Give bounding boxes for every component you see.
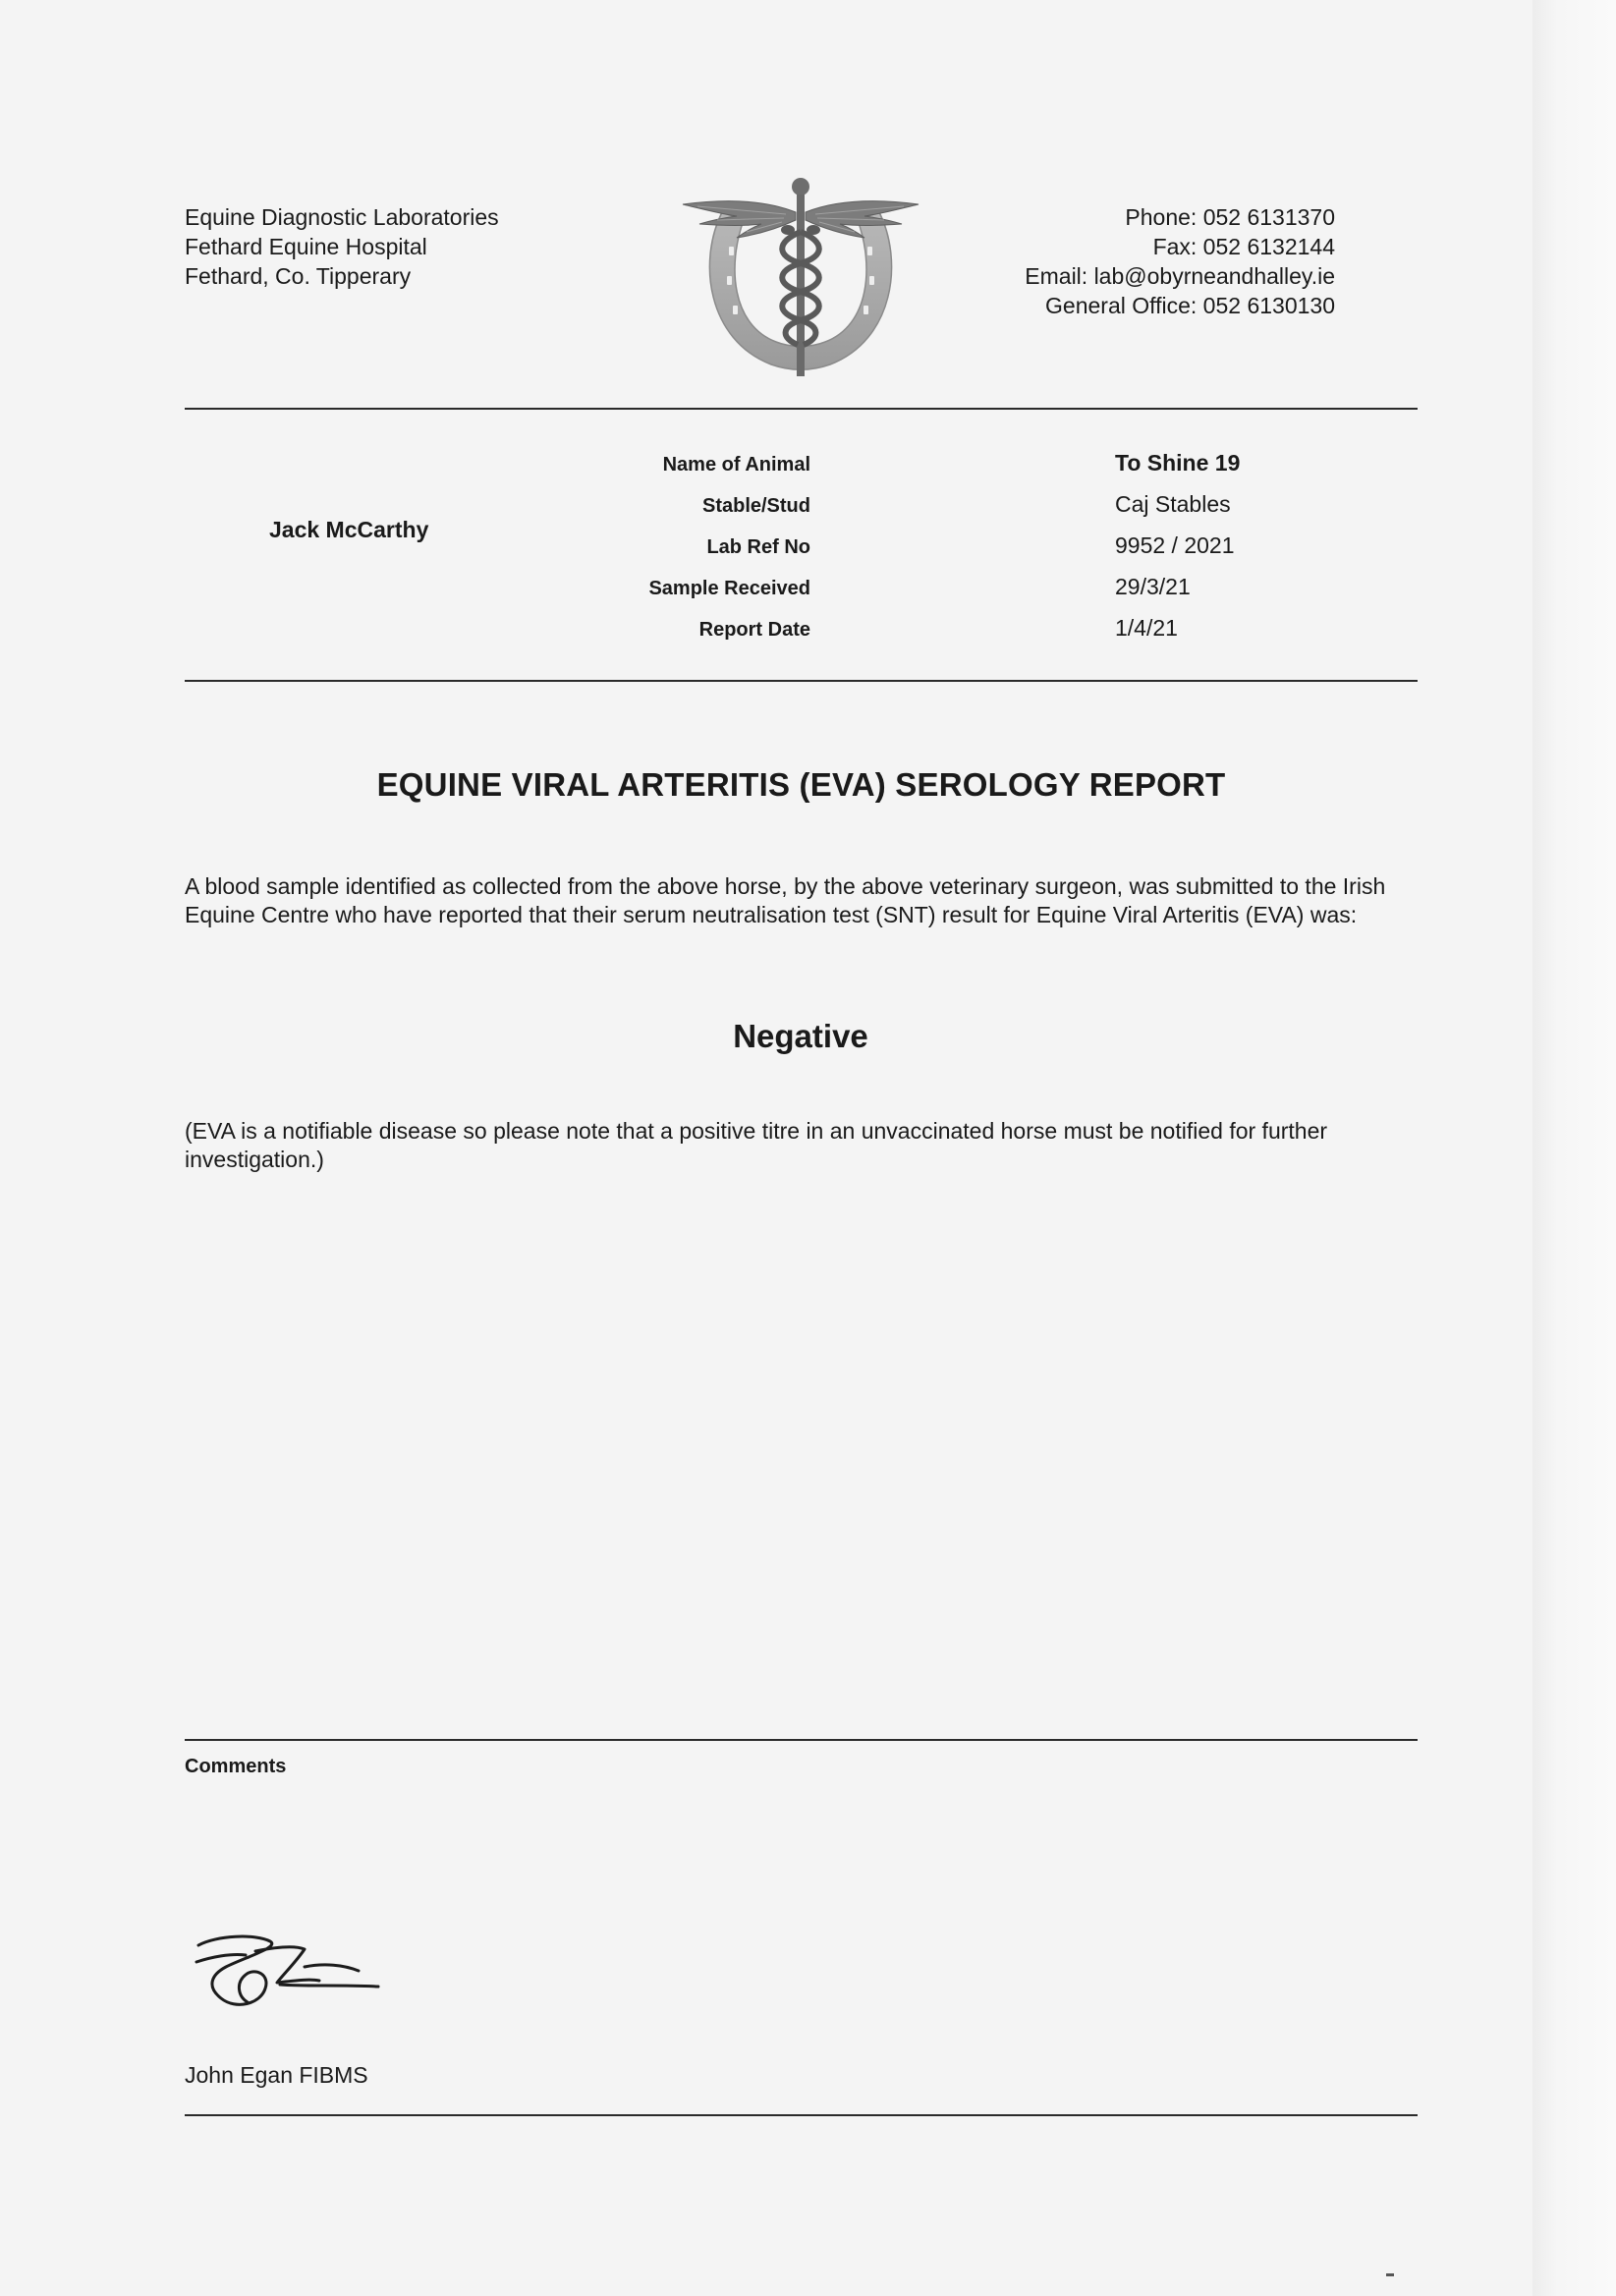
contact-details <box>1025 202 1335 320</box>
animal-name-value: To Shine 19 <box>1115 450 1241 476</box>
scan-margin <box>1532 0 1616 2296</box>
stud-value: Caj Stables <box>1115 491 1231 517</box>
lab-name: Equine Diagnostic Laboratories <box>185 204 499 230</box>
detail-row-animal <box>662 443 1375 482</box>
vet-name: Jack McCarthy <box>269 517 429 542</box>
lab-address <box>185 202 499 291</box>
stud-label: Stable/Stud <box>701 495 810 517</box>
report-date-label: Report Date <box>698 619 810 641</box>
report-title: EQUINE VIRAL ARTERITIS (EVA) SEROLOGY REPORT <box>376 766 1226 803</box>
report-date-value: 1/4/21 <box>1115 615 1178 641</box>
hospital-location: Fethard, Co. Tipperary <box>185 263 412 289</box>
lab-ref-value: 9952 / 2021 <box>1115 532 1235 558</box>
general-office-number: General Office: 052 6130130 <box>1045 293 1335 318</box>
detail-row-sample-received <box>648 567 1375 606</box>
sample-received-value: 29/3/21 <box>1115 574 1191 599</box>
lab-ref-label: Lab Ref No <box>706 536 810 558</box>
animal-name-label: Name of Animal <box>662 454 810 476</box>
report-body: A blood sample identified as collected from the above horse, by the above veterinary surgeon, was submitted to the Irish Equine Centre who have reported that their serum neutralisation test (SNT) result for Equine Viral Arteritis (EVA) was: <box>185 873 1386 927</box>
comments-divider <box>185 1739 1418 1741</box>
details-divider <box>185 680 1418 682</box>
detail-row-stud <box>688 484 1375 524</box>
signature <box>187 1928 393 2022</box>
detail-row-lab-ref <box>688 526 1375 565</box>
caduceus-horseshoe-icon <box>678 173 923 381</box>
footer-divider <box>185 2114 1418 2116</box>
signatory-name: John Egan FIBMS <box>185 2062 368 2088</box>
phone-number: Phone: 052 6131370 <box>1125 204 1335 230</box>
fax-number: Fax: 052 6132144 <box>1152 234 1335 259</box>
comments-label: Comments <box>185 1756 287 1777</box>
hospital-name: Fethard Equine Hospital <box>185 234 427 259</box>
header-divider <box>185 408 1418 410</box>
test-result: Negative <box>733 1018 868 1054</box>
detail-row-report-date <box>688 608 1375 647</box>
sample-received-label: Sample Received <box>648 578 810 599</box>
email-address: Email: lab@obyrneandhalley.ie <box>1025 263 1335 289</box>
notifiable-note: (EVA is a notifiable disease so please note that a positive titre in an unvaccinated horse must be notified for further investigation.) <box>185 1118 1328 1172</box>
scan-mark <box>1386 2273 1394 2276</box>
